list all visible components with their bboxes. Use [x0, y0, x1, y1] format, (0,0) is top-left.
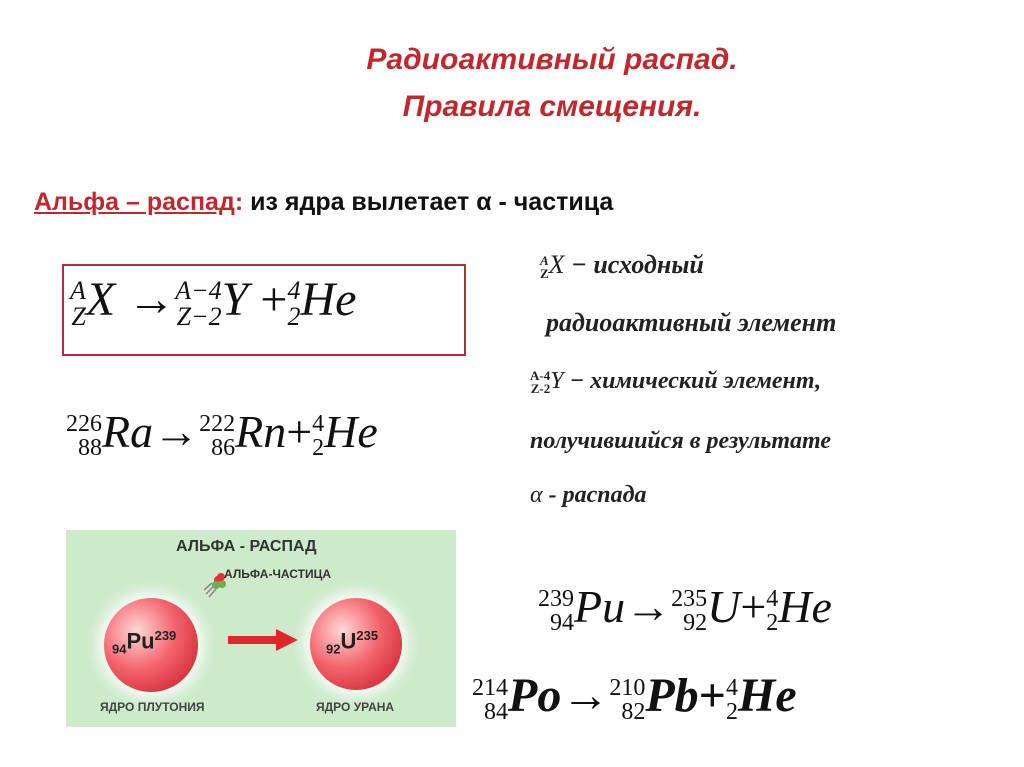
atomic-number: 2	[726, 698, 739, 725]
atomic-number: 94	[112, 641, 127, 657]
daughter-definition-line3	[530, 482, 647, 509]
parent-definition-line2: радиоактивный элемент	[546, 308, 837, 337]
alpha-particle-icon	[204, 572, 226, 598]
plus-sign: +	[740, 581, 767, 632]
atomic-number: 84	[484, 698, 508, 725]
alpha-particle-label: АЛЬФА-ЧАСТИЦА	[224, 567, 332, 581]
mass-number: 210	[609, 674, 646, 701]
atomic-number: Z-2	[530, 381, 551, 397]
atomic-number: 92	[683, 610, 708, 637]
mass-number: A-4	[530, 368, 551, 384]
daughter-symbol: Y	[221, 273, 249, 326]
parent-numbers	[472, 676, 508, 724]
mass-number: 4	[287, 275, 301, 305]
daughter-numbers	[530, 369, 550, 395]
helium-symbol: He	[300, 273, 357, 326]
parent-numbers	[540, 254, 549, 280]
parent-numbers	[66, 412, 102, 460]
slide-title-line1: Радиоактивный распад.	[366, 43, 738, 76]
mass-number: 235	[356, 628, 379, 643]
parent-definition	[540, 250, 704, 280]
daughter-definition-line2: получившийся в результате	[530, 428, 831, 454]
parent-symbol: X	[85, 273, 116, 326]
uranium-nucleus-label	[326, 628, 378, 657]
decay-word: - распада	[542, 482, 647, 508]
slide-title-line2: Правила смещения.	[402, 90, 702, 123]
radium-decay-formula	[66, 405, 378, 460]
alpha-decay-description: из ядра вылетает α - частица	[243, 188, 614, 216]
mass-number: A−4	[175, 275, 222, 305]
atomic-number: Z	[71, 301, 86, 331]
parent-numbers	[538, 587, 574, 635]
reaction-arrow: →	[153, 406, 200, 457]
plutonium-caption: ЯДРО ПЛУТОНИЯ	[100, 700, 205, 714]
mass-number: A	[540, 253, 549, 269]
daughter-symbol: Rn	[235, 406, 287, 457]
atomic-number: 82	[621, 698, 646, 725]
helium-symbol: He	[324, 406, 378, 457]
element-symbol: Pu	[126, 628, 155, 654]
mass-number: 235	[671, 586, 708, 613]
parent-definition-text: − исходный	[564, 250, 704, 279]
helium-symbol: He	[778, 581, 832, 632]
alpha-numbers	[766, 587, 778, 635]
plus-sign: +	[286, 406, 313, 457]
mass-number: 4	[766, 586, 779, 613]
alpha-numbers	[312, 412, 324, 460]
daughter-numbers	[175, 275, 222, 331]
mass-number: A	[70, 275, 86, 305]
alpha-numbers	[726, 676, 738, 724]
daughter-numbers	[609, 676, 645, 724]
mass-number: 4	[726, 674, 739, 701]
daughter-numbers	[199, 412, 235, 460]
element-symbol: U	[340, 628, 357, 654]
atomic-number: 2	[312, 435, 325, 462]
atomic-number: 94	[550, 610, 574, 637]
atomic-number: 86	[211, 435, 236, 462]
decay-arrow-icon	[228, 628, 298, 652]
parent-symbol: Po	[508, 669, 562, 722]
reaction-arrow: →	[625, 581, 672, 632]
alpha-numbers	[287, 275, 301, 331]
helium-symbol: He	[738, 669, 797, 722]
mass-number: 239	[538, 586, 574, 613]
alpha-symbol: α	[530, 482, 543, 508]
plutonium-decay-formula	[538, 580, 832, 635]
daughter-numbers	[671, 587, 707, 635]
parent-symbol: X	[548, 250, 565, 279]
reaction-arrow: →	[127, 273, 176, 326]
atomic-number: 92	[326, 641, 341, 657]
parent-symbol: Ra	[102, 406, 154, 457]
daughter-definition-text: − химический элемент,	[563, 368, 822, 394]
daughter-symbol: U	[707, 581, 741, 632]
uranium-caption: ЯДРО УРАНА	[316, 700, 395, 714]
mass-number: 214	[472, 674, 508, 701]
alpha-decay-term: Альфа – распад	[34, 188, 235, 216]
plus-sign: +	[260, 273, 288, 326]
polonium-decay-formula	[472, 668, 797, 724]
reaction-arrow: →	[561, 669, 610, 722]
general-decay-formula	[70, 272, 356, 330]
mass-number: 4	[312, 411, 325, 438]
heading-colon: :	[234, 188, 244, 216]
mass-number: 239	[154, 628, 177, 643]
daughter-symbol: Pb	[645, 669, 699, 722]
alpha-decay-heading	[34, 188, 613, 217]
daughter-definition	[530, 368, 821, 395]
plutonium-nucleus-label	[112, 628, 176, 657]
atomic-number: Z	[540, 266, 549, 282]
mass-number: 226	[66, 411, 102, 438]
parent-numbers	[70, 275, 86, 331]
plus-sign: +	[698, 669, 727, 722]
atomic-number: Z−2	[176, 301, 222, 331]
parent-symbol: Pu	[574, 581, 626, 632]
illustration-title: АЛЬФА - РАСПАД	[176, 538, 317, 555]
daughter-symbol: Y	[550, 368, 564, 394]
mass-number: 222	[199, 411, 236, 438]
atomic-number: 2	[287, 301, 301, 331]
atomic-number: 88	[78, 435, 102, 462]
atomic-number: 2	[766, 610, 779, 637]
